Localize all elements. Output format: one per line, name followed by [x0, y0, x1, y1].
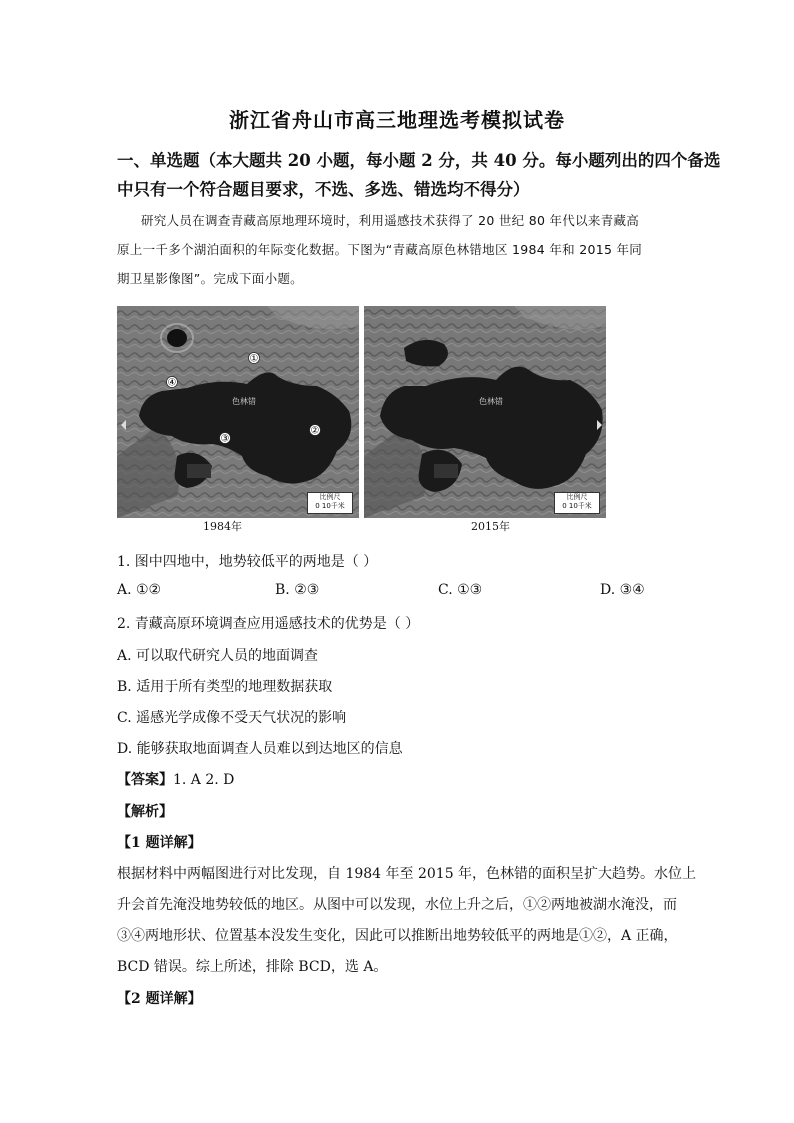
- question-2-option-a: A. 可以取代研究人员的地面调查: [117, 648, 319, 664]
- intro-line2: 原上一千多个湖泊面积的年际变化数据。下图为“青藏高原色林错地区 1984 年和 2015 年同: [117, 242, 643, 257]
- answer-row: [117, 769, 234, 789]
- scale-bar-2015: [554, 492, 600, 514]
- answer-label: 【答案】: [117, 772, 173, 788]
- scale-bar-1984: [307, 492, 353, 514]
- marker-4: ④: [167, 377, 177, 389]
- scale-label: 比例尺: [566, 493, 588, 501]
- question-1-option-d: D. ③④: [600, 582, 645, 598]
- detail-1-label: 【1 题详解】: [117, 835, 202, 851]
- question-1-option-c: C. ①③: [438, 582, 483, 598]
- detail-1-line4: BCD 错误。综上所述，排除 BCD，选 A。: [117, 959, 388, 975]
- detail-1-line1: 根据材料中两幅图进行对比发现，自 1984 年至 2015 年，色林错的面积呈扩大趋势。水位上: [117, 866, 697, 882]
- page-title: 浙江省舟山市高三地理选考模拟试卷: [229, 108, 565, 132]
- intro-line1: 研究人员在调查青藏高原地理环境时，利用遥感技术获得了 20 世纪 80 年代以来青藏高: [141, 213, 640, 228]
- marker-2: ②: [310, 425, 320, 437]
- question-1-option-a: A. ①②: [117, 582, 162, 598]
- scale-label: 比例尺: [319, 493, 341, 501]
- question-1-option-b: B. ②③: [275, 582, 320, 598]
- lake-label-2015: 色林错: [479, 397, 503, 406]
- question-2-option-b: B. 适用于所有类型的地理数据获取: [117, 679, 333, 695]
- scale-value: 0 10千米: [562, 502, 592, 510]
- satellite-map-1984: [117, 306, 359, 518]
- section-heading-line1: 一、单选题（本大题共 20 小题，每小题 2 分，共 40 分。每小题列出的四个备选: [117, 151, 721, 170]
- caption-2015: 2015年: [471, 520, 510, 533]
- lake-label-1984: 色林错: [232, 397, 256, 406]
- marker-1: ①: [249, 353, 259, 365]
- analysis-label: 【解析】: [117, 804, 173, 820]
- answer-value: 1. A 2. D: [173, 772, 235, 788]
- detail-1-line2: 升会首先淹没地势较低的地区。从图中可以发现，水位上升之后，①②两地被湖水淹没，而: [117, 897, 677, 913]
- question-2-stem: 2. 青藏高原环境调查应用遥感技术的优势是（ ）: [117, 616, 420, 632]
- caption-1984: 1984年: [203, 520, 242, 533]
- question-2-option-c: C. 遥感光学成像不受天气状况的影响: [117, 710, 347, 726]
- satellite-map-2015: [364, 306, 606, 518]
- detail-1-line3: ③④两地形状、位置基本没发生变化，因此可以推断出地势较低平的两地是①②，A 正确，: [117, 928, 678, 944]
- marker-3: ③: [220, 433, 230, 445]
- detail-2-label: 【2 题详解】: [117, 991, 202, 1007]
- question-1-stem: 1. 图中四地中，地势较低平的两地是（ ）: [117, 554, 378, 570]
- scale-value: 0 10千米: [315, 502, 345, 510]
- intro-line3: 期卫星影像图”。完成下面小题。: [117, 271, 303, 286]
- section-heading-line2: 中只有一个符合题目要求，不选、多选、错选均不得分）: [117, 180, 530, 199]
- question-2-option-d: D. 能够获取地面调查人员难以到达地区的信息: [117, 741, 403, 757]
